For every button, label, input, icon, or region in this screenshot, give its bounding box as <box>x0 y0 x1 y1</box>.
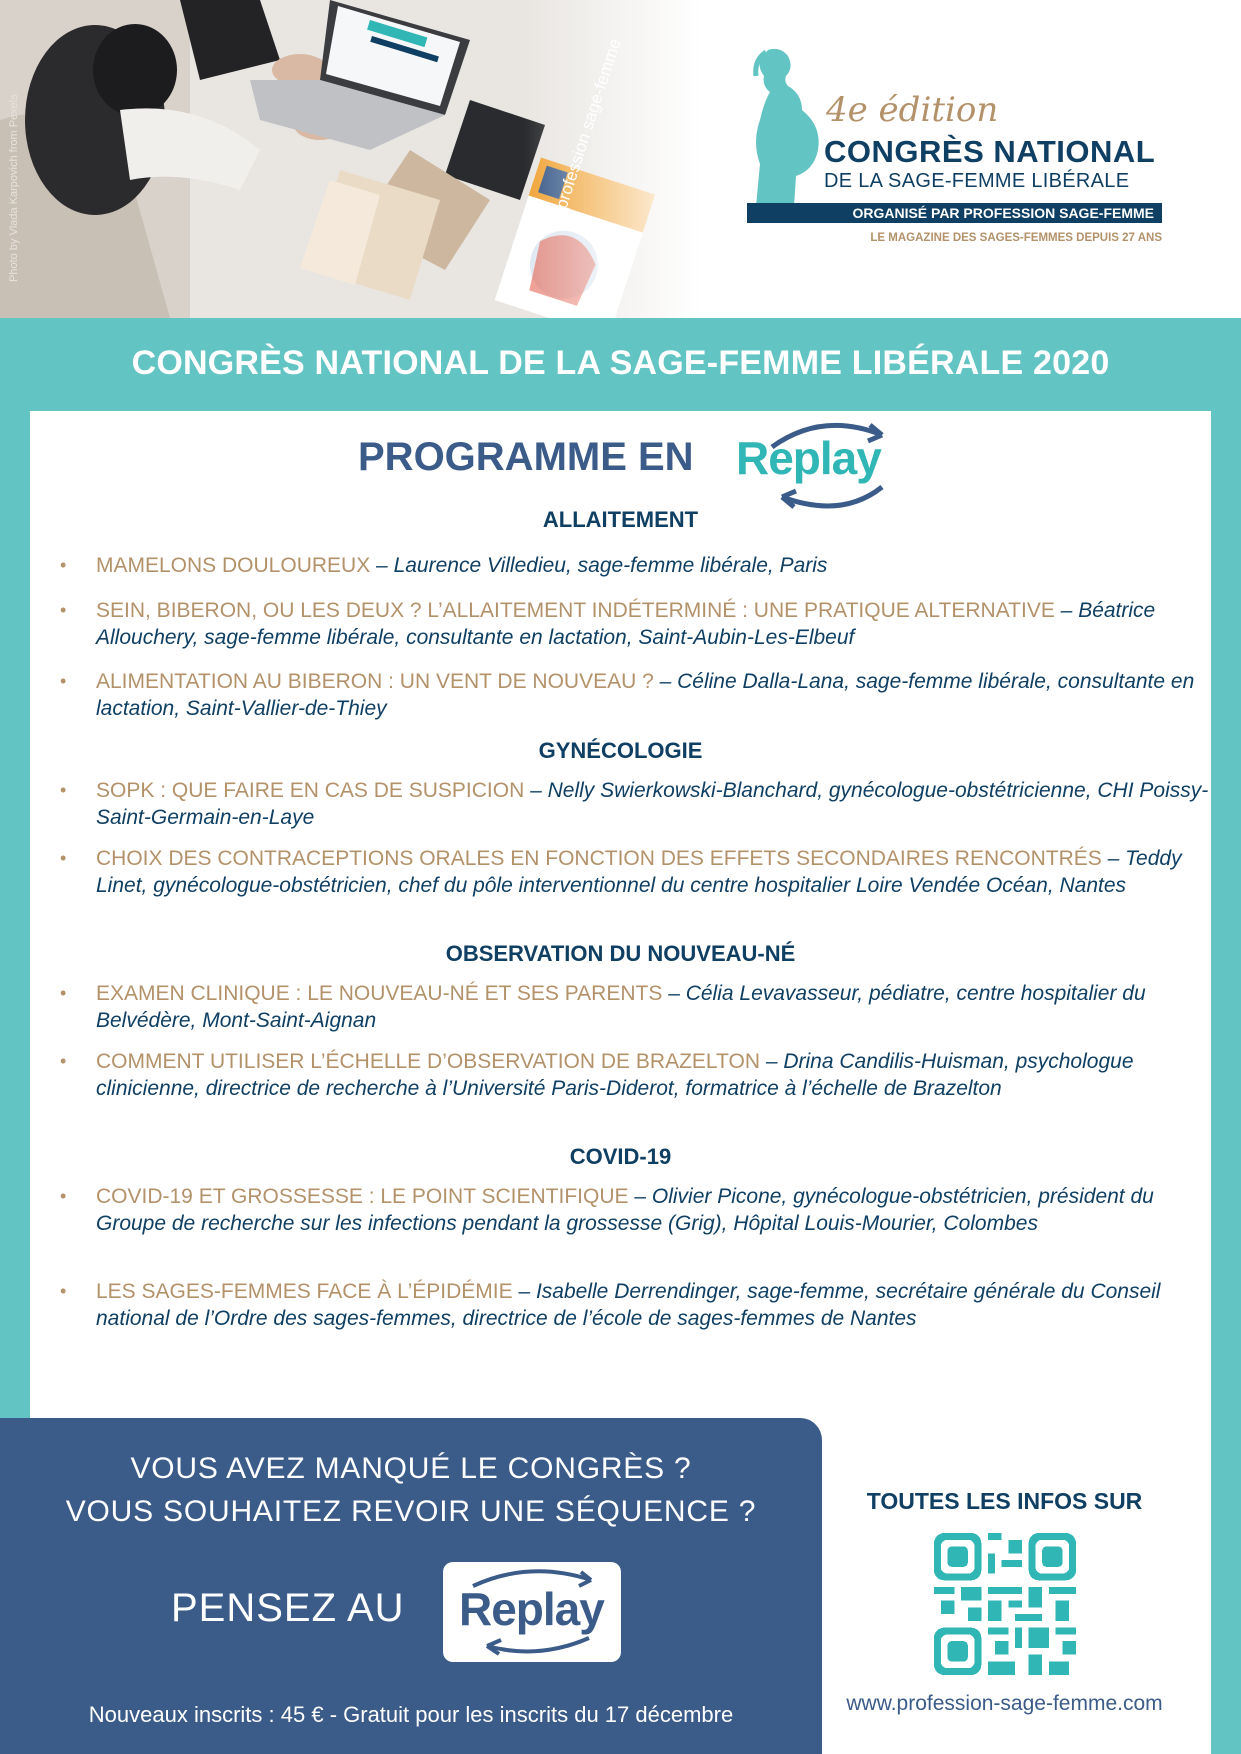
logo-title-line2: DE LA SAGE-FEMME LIBÉRALE <box>824 170 1130 192</box>
website-link[interactable]: www.profession-sage-femme.com <box>846 1692 1163 1715</box>
bullet-icon: • <box>60 1051 67 1071</box>
bullet-icon: • <box>60 983 67 1003</box>
main-title: CONGRÈS NATIONAL DE LA SAGE-FEMME LIBÉRALE 2020 <box>131 344 1110 382</box>
talk-topic: ALIMENTATION AU BIBERON : UN VENT DE NOUVEAU ? <box>96 670 654 693</box>
list-item <box>60 980 1216 1034</box>
section-title-allaitement: ALLAITEMENT <box>542 507 699 532</box>
cta-pricing-note: Nouveaux inscrits : 45 € - Gratuit pour les inscrits du 17 décembre <box>88 1702 734 1727</box>
cta-pensez-au: PENSEZ AU <box>171 1586 405 1630</box>
list-item <box>60 1048 1216 1102</box>
talk-speaker: – Drina Candilis-Huisman, psychologue clinicienne, directrice de recherche à l’Université Paris-Diderot, formatrice à l’échelle de Brazelton <box>96 1050 1134 1100</box>
bullet-icon: • <box>60 1186 67 1206</box>
talk-speaker: – Olivier Picone, gynécologue-obstétricien, président du Groupe de recherche sur les infections pendant la grossesse (Grig), Hôpital Louis-Mourier, Colombes <box>96 1185 1154 1235</box>
list-item <box>60 597 1216 651</box>
talk-topic: EXAMEN CLINIQUE : LE NOUVEAU-NÉ ET SES PARENTS <box>96 982 663 1005</box>
desk-laptop-illustration <box>0 0 700 318</box>
logo-tagline: LE MAGAZINE DES SAGES-FEMMES DEPUIS 27 ANS <box>870 232 1162 244</box>
section-title-covid: COVID-19 <box>569 1144 672 1169</box>
cta-replay-wordmark: Replay <box>459 1583 604 1635</box>
talk-topic: SOPK : QUE FAIRE EN CAS DE SUSPICION <box>96 779 525 802</box>
hero-photo <box>0 0 700 318</box>
qr-code-icon[interactable] <box>934 1533 1076 1675</box>
talk-speaker: – Céline Dalla-Lana, sage-femme libérale, consultante en lactation, Saint-Vallier-de-Thiey <box>96 670 1195 720</box>
bullet-icon: • <box>60 848 67 868</box>
cta-question-2: VOUS SOUHAITEZ REVOIR UNE SÉQUENCE ? <box>65 1495 757 1528</box>
talk-speaker: – Laurence Villedieu, sage-femme libérale, Paris <box>370 554 828 577</box>
talk-topic: COVID-19 ET GROSSESSE : LE POINT SCIENTIFIQUE <box>96 1185 629 1208</box>
list-item <box>60 777 1216 831</box>
talk-speaker: – Célia Levavasseur, pédiatre, centre hospitalier du Belvédère, Mont-Saint-Aignan <box>96 982 1146 1032</box>
talk-speaker: – Nelly Swierkowski-Blanchard, gynécologue-obstétricienne, CHI Poissy-Saint-Germain-en-Laye <box>96 779 1209 829</box>
talk-topic: COMMENT UTILISER L’ÉCHELLE D’OBSERVATION DE BRAZELTON <box>96 1050 760 1073</box>
logo-organizer-bar: ORGANISÉ PAR PROFESSION SAGE-FEMME <box>747 203 1162 223</box>
list-item <box>60 552 1216 579</box>
bullet-icon: • <box>60 1281 67 1301</box>
logo-title-line1: CONGRÈS NATIONAL <box>824 134 1156 169</box>
list-item <box>60 1183 1216 1237</box>
section-title-observation: OBSERVATION DU NOUVEAU-NÉ <box>445 941 796 966</box>
talk-topic: SEIN, BIBERON, OU LES DEUX ? L’ALLAITEMENT INDÉTERMINÉ : UNE PRATIQUE ALTERNATIVE <box>96 599 1055 622</box>
list-item <box>60 668 1216 722</box>
cta-replay-badge <box>443 1562 621 1662</box>
pregnant-woman-silhouette-icon <box>740 46 830 206</box>
bullet-icon: • <box>60 600 67 620</box>
replay-cta-panel <box>0 1418 822 1754</box>
talk-topic: MAMELONS DOULOUREUX <box>96 554 371 577</box>
photo-credit: Photo by Vlada Karpovich from Pexels <box>8 94 20 282</box>
bullet-icon: • <box>60 780 67 800</box>
hero-banner <box>0 0 1241 318</box>
programme-heading <box>30 411 1211 511</box>
section-title-gynecologie: GYNÉCOLOGIE <box>538 738 703 763</box>
talk-topic: CHOIX DES CONTRACEPTIONS ORALES EN FONCTION DES EFFETS SECONDAIRES RENCONTRÉS <box>96 847 1102 870</box>
replay-wordmark: Replay <box>736 432 881 484</box>
list-item <box>60 1278 1216 1332</box>
cta-question-1: VOUS AVEZ MANQUÉ LE CONGRÈS ? <box>130 1452 692 1485</box>
talk-speaker: – Béatrice Allouchery, sage-femme libérale, consultante en lactation, Saint-Aubin-Les-Elbeuf <box>96 599 1156 649</box>
talk-topic: LES SAGES-FEMMES FACE À L’ÉPIDÉMIE <box>96 1280 513 1303</box>
logo-edition: 4e édition <box>826 90 999 130</box>
programme-title: PROGRAMME EN <box>358 435 694 479</box>
list-item <box>60 845 1216 899</box>
infos-title: TOUTES LES INFOS SUR <box>866 1488 1143 1514</box>
bullet-icon: • <box>60 671 67 691</box>
congress-logo <box>740 46 1190 256</box>
talk-speaker: – Teddy Linet, gynécologue-obstétricien, chef du pôle interventionnel du centre hospitalier Loire Vendée Océan, Nantes <box>96 847 1182 897</box>
talk-speaker: – Isabelle Derrendinger, sage-femme, secrétaire générale du Conseil national de l’Ordre des sages-femmes, directrice de l’école de sages-femmes de Nantes <box>96 1280 1161 1330</box>
bullet-icon: • <box>60 555 67 575</box>
